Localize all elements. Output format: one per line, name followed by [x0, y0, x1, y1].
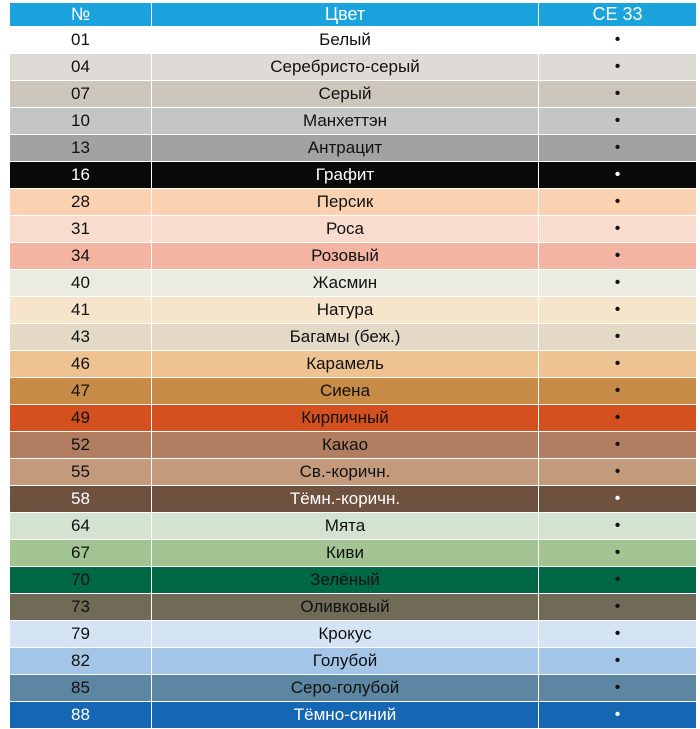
- row-availability-mark: •: [539, 648, 697, 675]
- row-color-name: Серебристо-серый: [152, 54, 539, 81]
- row-availability-mark: •: [539, 324, 697, 351]
- row-number: 13: [10, 135, 152, 162]
- table-row: [10, 459, 697, 486]
- row-availability-mark: •: [539, 54, 697, 81]
- row-availability-mark: •: [539, 108, 697, 135]
- row-color-name: Персик: [152, 189, 539, 216]
- row-number: 34: [10, 243, 152, 270]
- row-number: 67: [10, 540, 152, 567]
- table-row: [10, 54, 697, 81]
- row-color-name: Зелёный: [152, 567, 539, 594]
- row-color-name: Манхеттэн: [152, 108, 539, 135]
- row-availability-mark: •: [539, 459, 697, 486]
- table-row: [10, 243, 697, 270]
- row-availability-mark: •: [539, 540, 697, 567]
- row-number: 04: [10, 54, 152, 81]
- row-number: 40: [10, 270, 152, 297]
- row-number: 82: [10, 648, 152, 675]
- row-number: 01: [10, 27, 152, 54]
- row-availability-mark: •: [539, 486, 697, 513]
- row-color-name: Карамель: [152, 351, 539, 378]
- table-row: [10, 621, 697, 648]
- row-color-name: Натура: [152, 297, 539, 324]
- table-row: [10, 513, 697, 540]
- row-color-name: Какао: [152, 432, 539, 459]
- table-body: [10, 27, 697, 729]
- table-row: [10, 432, 697, 459]
- row-number: 07: [10, 81, 152, 108]
- row-color-name: Графит: [152, 162, 539, 189]
- row-number: 52: [10, 432, 152, 459]
- table-row: [10, 135, 697, 162]
- row-availability-mark: •: [539, 405, 697, 432]
- row-color-name: Крокус: [152, 621, 539, 648]
- row-color-name: Оливковый: [152, 594, 539, 621]
- row-color-name: Белый: [152, 27, 539, 54]
- row-availability-mark: •: [539, 513, 697, 540]
- row-number: 28: [10, 189, 152, 216]
- table-row: [10, 540, 697, 567]
- header-product: CE 33: [539, 3, 697, 27]
- table-header-row: [10, 3, 697, 27]
- row-availability-mark: •: [539, 378, 697, 405]
- row-availability-mark: •: [539, 216, 697, 243]
- row-color-name: Кирпичный: [152, 405, 539, 432]
- color-table-container: [9, 2, 696, 729]
- row-number: 41: [10, 297, 152, 324]
- row-availability-mark: •: [539, 81, 697, 108]
- row-number: 55: [10, 459, 152, 486]
- row-availability-mark: •: [539, 297, 697, 324]
- row-availability-mark: •: [539, 135, 697, 162]
- row-color-name: Мята: [152, 513, 539, 540]
- row-number: 31: [10, 216, 152, 243]
- row-color-name: Серый: [152, 81, 539, 108]
- table-row: [10, 27, 697, 54]
- row-availability-mark: •: [539, 270, 697, 297]
- table-row: [10, 324, 697, 351]
- table-row: [10, 378, 697, 405]
- row-number: 64: [10, 513, 152, 540]
- row-number: 43: [10, 324, 152, 351]
- table-row: [10, 594, 697, 621]
- row-availability-mark: •: [539, 189, 697, 216]
- table-row: [10, 486, 697, 513]
- header-color: Цвет: [152, 3, 539, 27]
- table-row: [10, 405, 697, 432]
- row-color-name: Роса: [152, 216, 539, 243]
- row-color-name: Тёмно-синий: [152, 702, 539, 729]
- table-row: [10, 270, 697, 297]
- row-availability-mark: •: [539, 702, 697, 729]
- color-table: [9, 2, 697, 729]
- row-number: 58: [10, 486, 152, 513]
- row-number: 16: [10, 162, 152, 189]
- row-color-name: Тёмн.-коричн.: [152, 486, 539, 513]
- row-availability-mark: •: [539, 162, 697, 189]
- table-row: [10, 351, 697, 378]
- row-color-name: Серо-голубой: [152, 675, 539, 702]
- row-number: 79: [10, 621, 152, 648]
- table-row: [10, 108, 697, 135]
- table-row: [10, 648, 697, 675]
- row-color-name: Антрацит: [152, 135, 539, 162]
- table-row: [10, 567, 697, 594]
- table-row: [10, 216, 697, 243]
- row-availability-mark: •: [539, 27, 697, 54]
- row-number: 73: [10, 594, 152, 621]
- row-color-name: Жасмин: [152, 270, 539, 297]
- header-number: №: [10, 3, 152, 27]
- table-row: [10, 162, 697, 189]
- row-number: 70: [10, 567, 152, 594]
- row-color-name: Киви: [152, 540, 539, 567]
- row-number: 47: [10, 378, 152, 405]
- table-row: [10, 81, 697, 108]
- row-number: 10: [10, 108, 152, 135]
- row-availability-mark: •: [539, 243, 697, 270]
- row-number: 49: [10, 405, 152, 432]
- row-color-name: Розовый: [152, 243, 539, 270]
- row-availability-mark: •: [539, 675, 697, 702]
- row-number: 88: [10, 702, 152, 729]
- table-row: [10, 702, 697, 729]
- row-availability-mark: •: [539, 594, 697, 621]
- row-availability-mark: •: [539, 351, 697, 378]
- row-color-name: Багамы (беж.): [152, 324, 539, 351]
- table-row: [10, 297, 697, 324]
- row-number: 46: [10, 351, 152, 378]
- row-color-name: Св.-коричн.: [152, 459, 539, 486]
- table-row: [10, 189, 697, 216]
- row-color-name: Сиена: [152, 378, 539, 405]
- row-color-name: Голубой: [152, 648, 539, 675]
- row-availability-mark: •: [539, 621, 697, 648]
- table-row: [10, 675, 697, 702]
- row-availability-mark: •: [539, 567, 697, 594]
- row-availability-mark: •: [539, 432, 697, 459]
- row-number: 85: [10, 675, 152, 702]
